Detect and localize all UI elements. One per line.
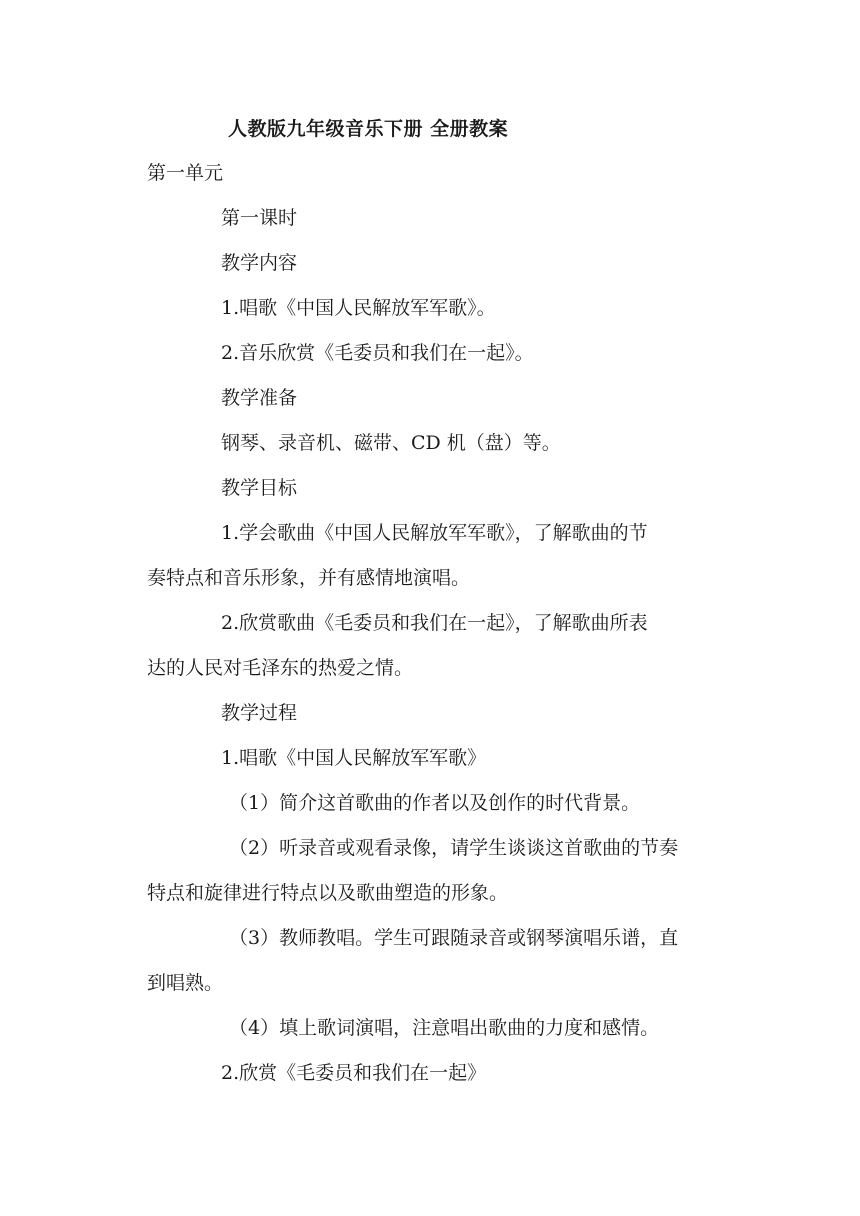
prep-heading: 教学准备 xyxy=(221,387,298,409)
process-step: （4）填上歌词演唱，注意唱出歌曲的力度和感情。 xyxy=(229,1017,660,1039)
content-item: 1.唱歌《中国人民解放军军歌》。 xyxy=(221,297,496,319)
goal-line: 1.学会歌曲《中国人民解放军军歌》，了解歌曲的节 xyxy=(221,522,648,544)
process-step: （2）听录音或观看录像，请学生谈谈这首歌曲的节奏 xyxy=(229,837,679,859)
goals-heading: 教学目标 xyxy=(221,477,298,499)
process-step: 特点和旋律进行特点以及歌曲塑造的形象。 xyxy=(147,882,509,904)
content-heading: 教学内容 xyxy=(221,252,298,274)
process-item: 1.唱歌《中国人民解放军军歌》 xyxy=(221,747,487,769)
lesson-heading: 第一课时 xyxy=(221,207,298,229)
goal-line: 达的人民对毛泽东的热爱之情。 xyxy=(147,657,414,679)
document-title: 人教版九年级音乐下册 全册教案 xyxy=(228,118,509,140)
goal-line: 奏特点和音乐形象，并有感情地演唱。 xyxy=(147,567,471,589)
process-item: 2.欣赏《毛委员和我们在一起》 xyxy=(221,1062,487,1084)
content-item: 2.音乐欣赏《毛委员和我们在一起》。 xyxy=(221,342,534,364)
process-heading: 教学过程 xyxy=(221,702,298,724)
process-step: （1）简介这首歌曲的作者以及创作的时代背景。 xyxy=(229,792,641,814)
unit-heading: 第一单元 xyxy=(147,162,224,184)
prep-text: 钢琴、录音机、磁带、CD 机（盘）等。 xyxy=(221,432,561,454)
process-step: （3）教师教唱。学生可跟随录音或钢琴演唱乐谱，直 xyxy=(229,927,679,949)
goal-line: 2.欣赏歌曲《毛委员和我们在一起》，了解歌曲所表 xyxy=(221,612,648,634)
process-step: 到唱熟。 xyxy=(147,972,224,994)
